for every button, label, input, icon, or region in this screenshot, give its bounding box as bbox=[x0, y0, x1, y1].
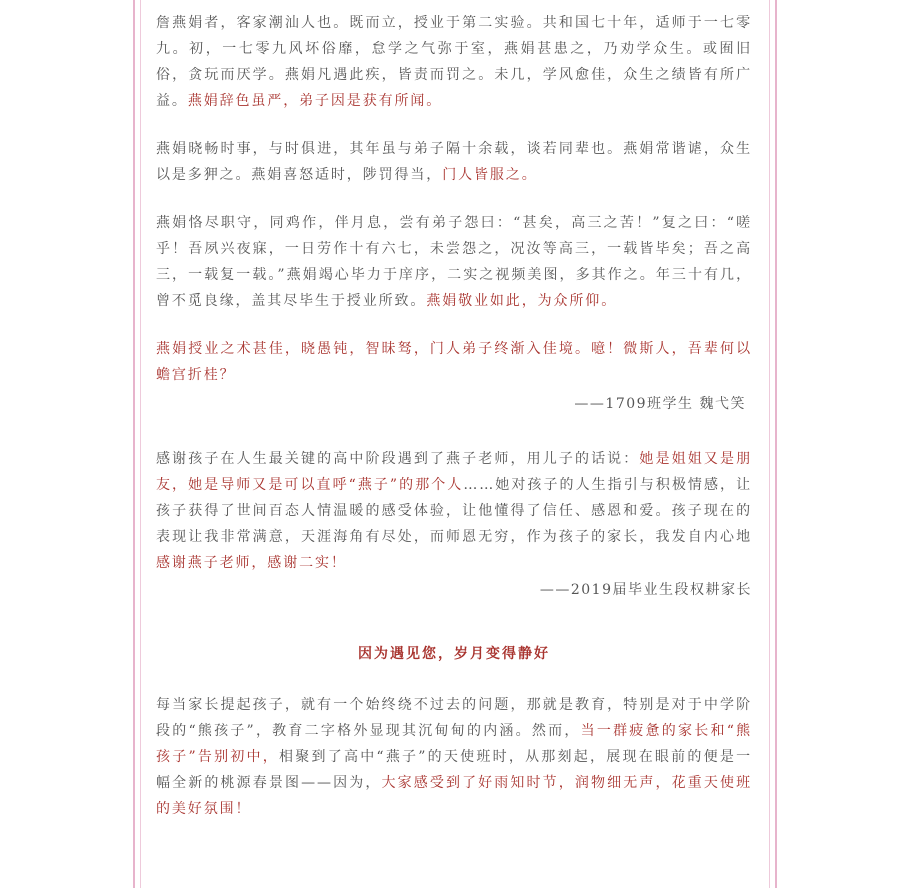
signature-student: ——1709班学生 魏弋笑 bbox=[574, 396, 746, 412]
paragraph-text: 每当家长提起孩子，就有一个始终绕不过去的问题，那就是教育，特别是对于中学阶段的“熊孩子”，教育二字格外显现其沉甸甸的内涵。然而， bbox=[156, 697, 752, 739]
paragraph-text: 燕娟恪尽职守，同鸡作，伴月息，尝有弟子怨曰：“甚矣，高三之苦！”复之曰：“嗟乎！吾夙兴夜寐，一日劳作十有六七，未尝怨之，况汝等高三，一载皆毕矣；吾之高三，一载复一载。”燕娟竭心毕力于庠序，二实之视频美图，多其作之。年三十有几，曾不觅良缘，盖其尽毕生于授业所致。 bbox=[156, 215, 752, 309]
highlight-text: 门人皆服之。 bbox=[442, 167, 538, 183]
highlight-text: 感谢燕子老师，感谢二实！ bbox=[156, 555, 347, 571]
highlight-text: 大家感受到了好雨知时节，润物细无声，花重天使班的美好氛围！ bbox=[156, 775, 752, 817]
paragraph-5 bbox=[156, 446, 752, 576]
paragraph-1 bbox=[156, 10, 752, 114]
paragraph-4 bbox=[156, 336, 752, 388]
paragraph-2 bbox=[156, 136, 752, 188]
spacer bbox=[156, 436, 752, 446]
highlight-text: 燕娟辞色虽严，弟子因是获有所闻。 bbox=[187, 93, 443, 109]
paragraph-text: 詹燕娟者，客家潮汕人也。既而立，授业于第二实验。共和国七十年，适师于一七零九。初，一七零九风坏俗靡，怠学之气弥于室，燕娟甚患之，乃劝学众生。或囿旧俗，贪玩而厌学。燕娟凡遇此疾，皆责而罚之。未几，学风愈佳，众生之绩皆有所广益。 bbox=[156, 15, 752, 109]
article-body bbox=[156, 10, 752, 844]
highlight-text: 她是姐姐又是朋友，她是导师又是可以直呼“燕子”的那个人 bbox=[156, 451, 752, 493]
highlight-text: 燕娟授业之术甚佳，晓愚钝，智昧驽，门人弟子终渐入佳境。噫！微斯人，吾辈何以蟾宫折桂？ bbox=[156, 341, 752, 383]
paragraph-text: 感谢孩子在人生最关键的高中阶段遇到了燕子老师，用儿子的话说： bbox=[156, 451, 640, 467]
paragraph-text: 相聚到了高中“燕子”的天使班时，从那刻起，展现在眼前的便是一幅全新的桃源春景图——因为， bbox=[156, 749, 752, 791]
highlight-text: 燕娟敬业如此，为众所仰。 bbox=[426, 293, 618, 309]
paragraph-3 bbox=[156, 210, 752, 314]
signature-parent: ——2019届毕业生段权耕家长 bbox=[539, 582, 752, 598]
paragraph-text: ……她对孩子的人生指引与积极情感，让孩子获得了世间百态人情温暖的感受体验，让他懂得了信任、感恩和爱。孩子现在的表现让我非常满意，天涯海角有尽处，而师恩无穷，作为孩子的家长，我发自内心地 bbox=[156, 477, 752, 545]
section-heading: 因为遇见您，岁月变得静好 bbox=[358, 646, 550, 662]
highlight-text: 当一群疲惫的家长和“熊孩子”告别初中， bbox=[156, 723, 752, 765]
paragraph-6 bbox=[156, 692, 752, 822]
paragraph-text: 燕娟晓畅时事，与时俱进，其年虽与弟子隔十余载，谈若同辈也。燕娟常谐谑，众生以是多狎之。燕娟喜怒适时，陟罚得当， bbox=[156, 141, 752, 183]
